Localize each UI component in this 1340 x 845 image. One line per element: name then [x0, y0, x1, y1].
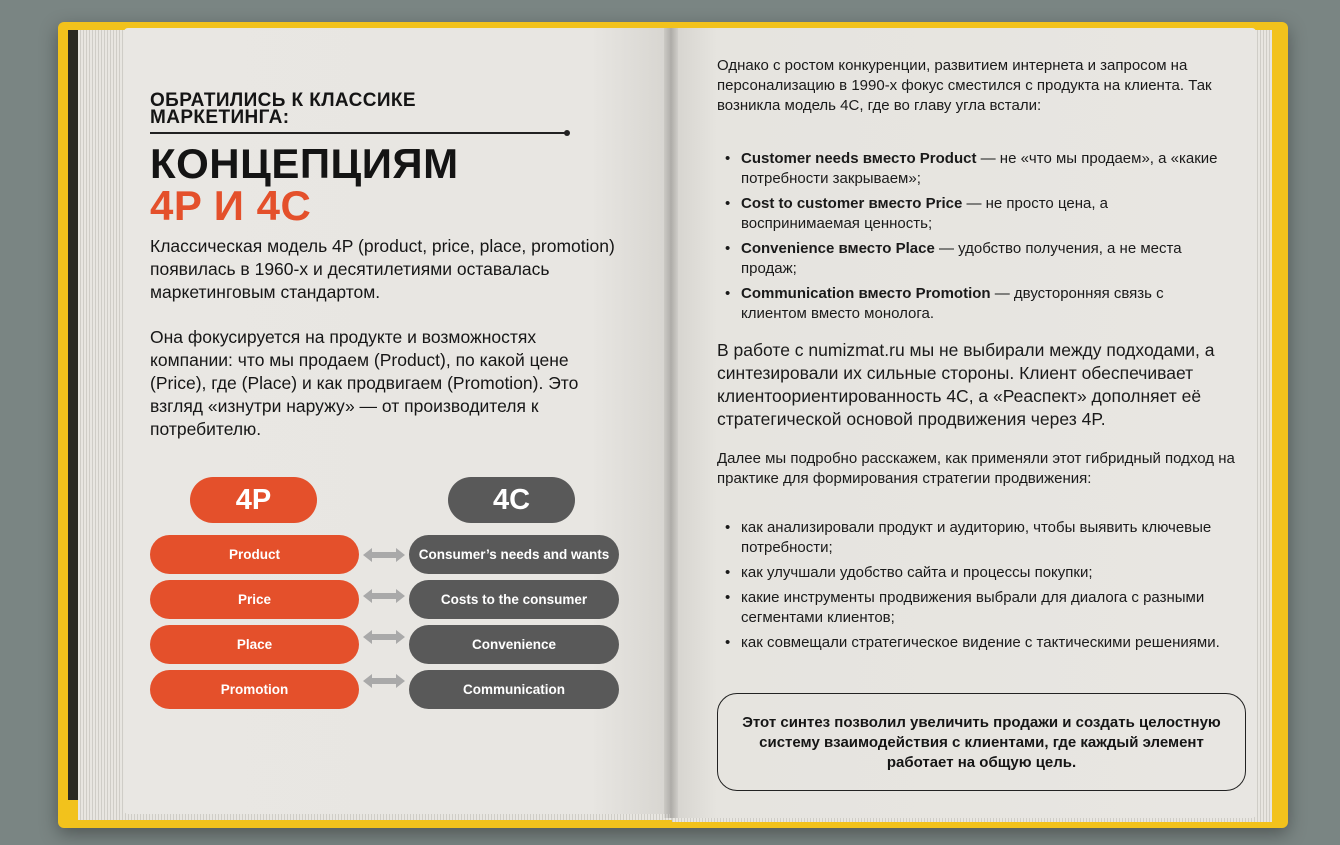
- focus-paragraph: Она фокусируется на продукте и возможностях компании: что мы продаем (Product), по какой цене (Price), где (Place) и как продвигаем (Promotion). Это взгляд «изнутри наружу» — от производителя к потребителю.: [150, 327, 579, 439]
- list-item: • как совмещали стратегическое видение с тактическими решениями.: [725, 633, 1225, 653]
- pill-4c-costs: Costs to the consumer: [409, 580, 619, 619]
- pill-4c-convenience: Convenience: [409, 625, 619, 664]
- pill-4c-communication: Communication: [409, 670, 619, 709]
- list-item: • какие инструменты продвижения выбрали для диалога с разными сегментами клиентов;: [725, 588, 1225, 628]
- list-item: • Communication вместо Promotion — двусторонняя связь с клиентом вместо монолога.: [725, 284, 1225, 324]
- book-spine: [664, 28, 678, 818]
- list-item: • Convenience вместо Place — удобство получения, а не места продаж;: [725, 239, 1225, 279]
- list-item: • как анализировали продукт и аудиторию, чтобы выявить ключевые потребности;: [725, 518, 1225, 558]
- kicker-divider: [150, 132, 568, 134]
- double-arrow-icon: [363, 548, 405, 562]
- right-intro-paragraph: Однако с ростом конкуренции, развитием интернета и запросом на персонализацию в 1990-х фокус сместился с продукта на клиента. Так возникла модель 4C, где во главу угла встали:: [717, 57, 1212, 114]
- pill-4p-price: Price: [150, 580, 359, 619]
- list-item: • Cost to customer вместо Price — не просто цена, а воспринимаемая ценность;: [725, 194, 1225, 234]
- header-4c: 4C: [448, 477, 575, 523]
- 4c-list: [725, 149, 1225, 329]
- header-4p: 4P: [190, 477, 317, 523]
- pill-4p-promotion: Promotion: [150, 670, 359, 709]
- page-title-line2: 4P И 4C: [150, 182, 312, 229]
- pill-4p-product: Product: [150, 535, 359, 574]
- callout-box: Этот синтез позволил увеличить продажи и создать целостную систему взаимодействия с клиентами, где каждый элемент работает на общую цель.: [717, 693, 1246, 791]
- list-item: • Customer needs вместо Product — не «что мы продаем», а «какие потребности закрываем»;: [725, 149, 1225, 189]
- kicker-heading: ОБРАТИЛИСЬ К КЛАССИКЕ МАРКЕТИНГА:: [150, 90, 416, 128]
- pill-4c-consumer-needs: Consumer’s needs and wants: [409, 535, 619, 574]
- double-arrow-icon: [363, 589, 405, 603]
- list-item: • как улучшали удобство сайта и процессы покупки;: [725, 563, 1225, 583]
- double-arrow-icon: [363, 674, 405, 688]
- intro-paragraph: Классическая модель 4P (product, price, place, promotion) появилась в 1960-х и десятилетиями оставалась маркетинговым стандартом.: [150, 236, 615, 302]
- pill-4p-place: Place: [150, 625, 359, 664]
- page-title-line1: КОНЦЕПЦИЯМ: [150, 140, 459, 187]
- steps-list: [725, 518, 1225, 658]
- next-steps-paragraph: Далее мы подробно расскажем, как применяли этот гибридный подход на практике для формирования стратегии продвижения:: [717, 450, 1235, 487]
- double-arrow-icon: [363, 630, 405, 644]
- synthesis-paragraph: В работе с numizmat.ru мы не выбирали между подходами, а синтезировали их сильные стороны. Клиент обеспечивает клиентоориентированность 4C, а «Реаспект» дополняет её стратегической основой продвижения через 4P.: [717, 340, 1215, 429]
